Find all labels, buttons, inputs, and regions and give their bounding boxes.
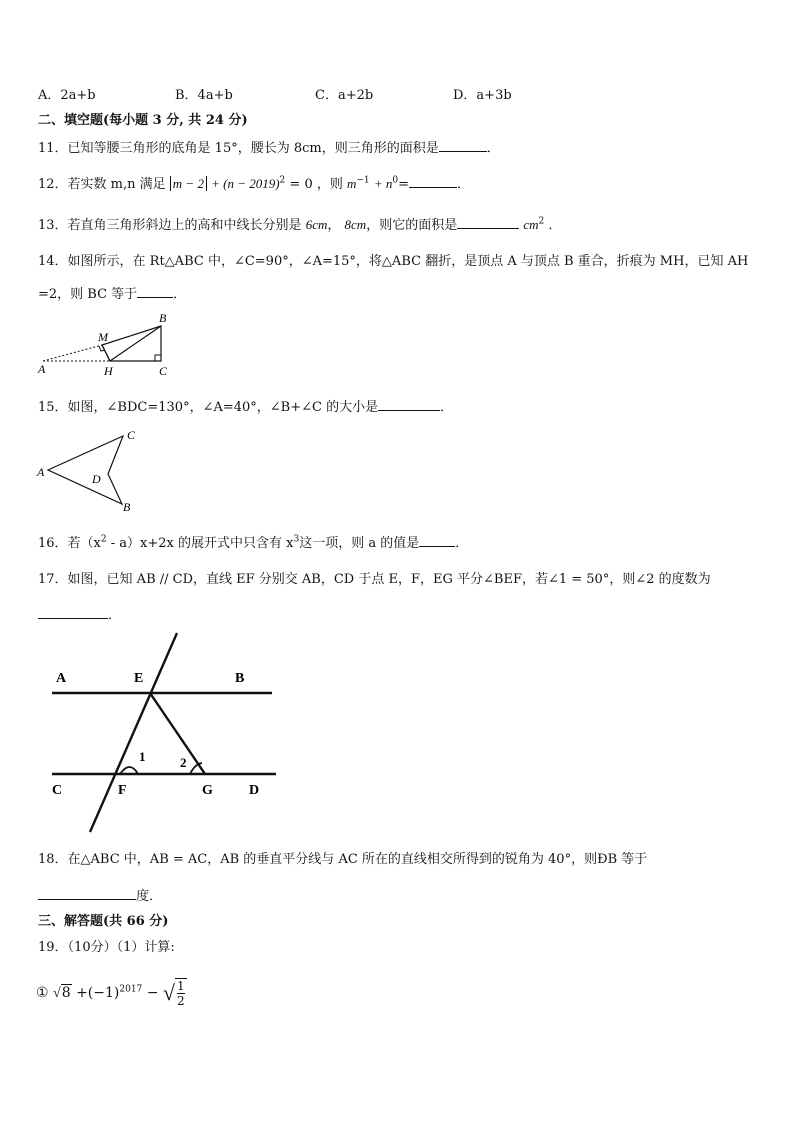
question-16: 16．若$(x^2 - a)x+2x$ 的展开式中只含有 $x^3$这一项，则 a 的值是 ． (38, 534, 469, 551)
section-title-fill-in: 二、填空题(每小题 3 分, 共 24 分) (38, 113, 248, 128)
q17-label-b: B (235, 671, 245, 686)
answer-blank (457, 216, 519, 229)
option-a: A．2a+b (38, 88, 96, 103)
q17-figure (40, 628, 290, 840)
answer-blank (419, 534, 455, 547)
question-12: 12．若实数 m,n 满足 $m - 2 + (n - 2019)^2 = 0$ ，则 $m^{-1} + n^0=$ ． (38, 175, 470, 192)
q17-angle-1: 1 (139, 749, 146, 764)
q17-label-a: A (56, 671, 67, 686)
q12-prefix: 12．若实数 m,n 满足 (38, 177, 166, 192)
q13-prefix: 13．若直角三角形斜边上的高和中线长分别是 (38, 218, 302, 233)
question-17-line2 (38, 604, 121, 623)
q14-end: ． (173, 287, 187, 302)
q14-line2: =2，则 BC 等于 (38, 287, 138, 302)
q15-label-d: D (92, 472, 101, 486)
section-title-solve: 三、解答题(共 66 分) (38, 914, 169, 929)
q11-text: 11．已知等腰三角形的底角是 15°，腰长为 8cm，则三角形的面积是 (38, 141, 439, 156)
question-13: 13．若直角三角形斜边上的高和中线长分别是 6cm， 8cm，则它的面积是 $cm^2$ ． (38, 216, 562, 233)
q14-figure (30, 305, 180, 377)
q14-label-a: A (38, 362, 46, 376)
q17-label-g: G (202, 783, 213, 798)
q14-label-b: B (159, 311, 167, 325)
answer-blank (137, 285, 173, 298)
q11-end: ． (486, 141, 500, 156)
q19-expression: ① $√8 +(-1)^{2017}$ − √ $\frac{1}{2}$ (36, 979, 185, 1008)
q19-sqrt8: 8 (61, 985, 71, 1001)
q16-end: ． (455, 536, 469, 551)
question-11 (38, 137, 500, 156)
q17-end: ． (108, 608, 122, 623)
q17-label-f: F (118, 783, 127, 798)
q14-label-h: H (104, 364, 113, 377)
q14-label-m: M (98, 330, 108, 344)
q14-label-c: C (159, 364, 168, 377)
q12-abs-term: m − 2 (170, 176, 207, 191)
q12-end: ． (456, 177, 470, 192)
q17-label-c: C (52, 783, 63, 798)
option-d: D．a+3b (453, 88, 512, 103)
option-c: C．a+2b (315, 88, 374, 103)
q13-unit: cm (523, 217, 539, 232)
q19-minus: − (146, 985, 159, 1001)
question-14-line1: 14．如图所示，在 Rt△ABC 中，∠C=90°，∠A=15°，将△ABC 翻折，是顶点 A 与顶点 B 重合，折痕为 MH，已知 AH (38, 254, 749, 269)
q17-label-e: E (134, 671, 144, 686)
q13-sep: ， (327, 218, 341, 233)
option-b: B．4a+b (175, 88, 233, 103)
question-19: 19．（10分）（1）计算: (38, 940, 175, 955)
q15-label-b: B (123, 500, 131, 514)
q15-end: ． (440, 400, 454, 415)
q19-frac-den: 2 (177, 994, 185, 1008)
q16-prefix: 16．若（x (38, 536, 101, 551)
q18-end: 度． (136, 889, 163, 904)
q16-mid2: 这一项，则 a 的值是 (299, 536, 420, 551)
question-14-line2 (38, 283, 186, 302)
answer-blank (38, 887, 136, 900)
q15-label-a: A (37, 465, 45, 479)
q16-mid: - a）x+2x 的展开式中只含有 x (106, 536, 294, 551)
q12-square-term: + (n − 2019) (211, 176, 280, 191)
q15-text: 15．如图，∠BDC=130°，∠A=40°，∠B+∠C 的大小是 (38, 400, 379, 415)
q19-exponent: 2017 (119, 984, 143, 995)
q13-mid: ，则它的面积是 (366, 218, 458, 233)
answer-blank (439, 139, 487, 152)
q13-end: ． (548, 218, 562, 233)
question-18-line2 (38, 885, 162, 904)
answer-blank (38, 606, 108, 619)
answer-blank (378, 398, 440, 411)
q13-height: 6cm (305, 217, 328, 232)
q17-label-d: D (249, 783, 260, 798)
q19-item-marker: ① (36, 985, 49, 1001)
q19-power-term: +(−1) (76, 985, 120, 1001)
q12-expr-b: + n (373, 176, 393, 191)
question-15 (38, 396, 453, 415)
q12-equals: = 0 ，则 (289, 177, 343, 192)
answer-blank (409, 175, 457, 188)
q17-angle-2: 2 (180, 755, 187, 770)
q13-median: 8cm (344, 217, 367, 232)
q15-label-c: C (127, 428, 136, 442)
q15-figure (34, 424, 144, 516)
q12-expr: m (347, 176, 357, 191)
q19-frac-num: 1 (177, 979, 185, 993)
question-18-line1: 18．在△ABC 中，AB = AC，AB 的垂直平分线与 AC 所在的直线相交所得到的锐角为 40°，则ÐB 等于 (38, 852, 648, 867)
question-17-line1: 17．如图，已知 AB // CD，直线 EF 分别交 AB，CD 于点 E，F，EG 平分∠BEF，若∠1 = 50°，则∠2 的度数为 (38, 572, 711, 587)
